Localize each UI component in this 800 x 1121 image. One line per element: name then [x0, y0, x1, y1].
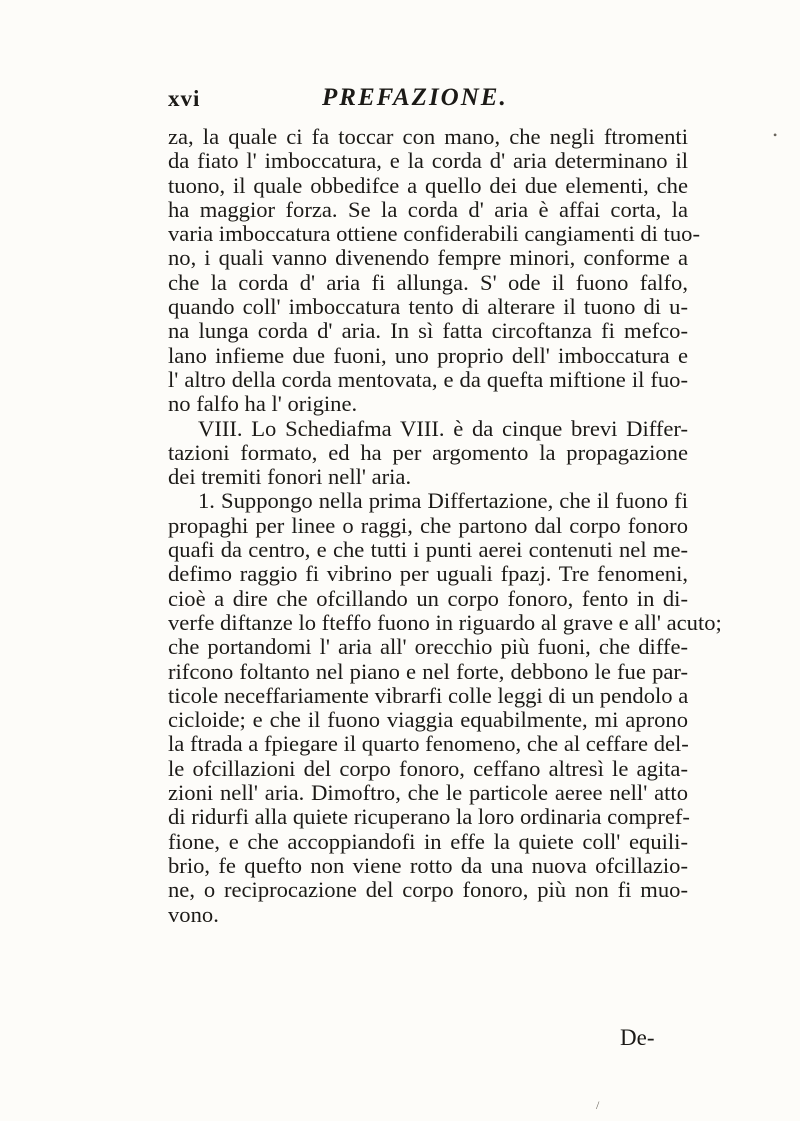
catchword: De- [620, 1025, 655, 1050]
text-line: che la corda d' aria fi allunga. S' ode il fuono falfo, [168, 269, 688, 295]
text-line: za, la quale ci fa toccar con mano, che negli ftromenti [168, 124, 688, 149]
text-line: defimo raggio fi vibrino per uguali fpazj. Tre fenomeni, [168, 561, 688, 587]
text-line: vono. [168, 901, 219, 927]
text-line: da fiato l' imboccatura, e la corda d' aria determinano il [168, 148, 688, 174]
text-line: quando coll' imboccatura tento di alterare il tuono di u- [168, 294, 688, 320]
paragraph-start-line: 1. Suppongo nella prima Differtazione, che il fuono fi [198, 488, 688, 514]
text-line: cioè a dire che ofcillando un corpo fonoro, fento in di- [168, 585, 688, 611]
text-line: rifcono foltanto nel piano e nel forte, debbono le fue par- [168, 658, 688, 684]
text-line: no, i quali vanno divenendo fempre minori, conforme a [168, 245, 688, 271]
text-line: tazioni formato, ed ha per argomento la propagazione [168, 439, 688, 465]
text-line: di ridurfi alla quiete ricuperano la loro ordinaria compref- [168, 804, 690, 830]
page-number: xvi [168, 86, 201, 111]
text-line: propaghi per linee o raggi, che partono dal corpo fonoro [168, 512, 688, 538]
text-line: ha maggior forza. Se la corda d' aria è affai corta, la [168, 196, 688, 222]
text-line: fione, e che accoppiandofi in effe la quiete coll' equili- [168, 828, 688, 854]
running-title: PREFAZIONE. [322, 84, 508, 111]
text-line: l' altro della corda mentovata, e da quefta miftione il fuo- [168, 366, 688, 392]
text-line: tuono, il quale obbedifce a quello dei due elementi, che [168, 172, 688, 198]
section-heading-line: VIII. Lo Schediafma VIII. è da cinque brevi Differ- [198, 415, 688, 441]
page-header [0, 80, 800, 120]
text-line: no falfo ha l' origine. [168, 391, 358, 417]
text-line: dei tremiti fonori nell' aria. [168, 464, 412, 490]
text-line: che portandomi l' aria all' orecchio più fuoni, che diffe- [168, 634, 688, 660]
text-line: cicloide; e che il fuono viaggia equabilmente, mi aprono [168, 707, 688, 733]
body-text [168, 124, 722, 927]
text-line: lano infieme due fuoni, uno proprio dell' imboccatura e [168, 342, 688, 368]
text-line: verfe diftanze lo fteffo fuono in riguardo al grave e all' acuto; [168, 609, 722, 635]
ink-speck: • [773, 128, 778, 142]
text-line: zioni nell' aria. Dimoftro, che le particole aeree nell' atto [168, 780, 688, 806]
text-line: brio, fe quefto non viene rotto da una nuova ofcillazio- [168, 852, 688, 878]
text-line: na lunga corda d' aria. In sì fatta circoftanza fi mefco- [168, 318, 688, 344]
text-line: quafi da centro, e che tutti i punti aerei contenuti nel me- [168, 537, 688, 563]
text-line: le ofcillazioni del corpo fonoro, ceffano altresì le agita- [168, 755, 688, 781]
text-line: ticole neceffariamente vibrarfi colle leggi di un pendolo a [168, 682, 689, 708]
text-line: ne, o reciprocazione del corpo fonoro, più non fi muo- [168, 877, 688, 903]
ink-speck: / [596, 1098, 600, 1112]
text-line: varia imboccatura ottiene confiderabili cangiamenti di tuo- [168, 221, 700, 247]
text-line: la ftrada a fpiegare il quarto fenomeno, che al ceffare del- [168, 731, 689, 757]
